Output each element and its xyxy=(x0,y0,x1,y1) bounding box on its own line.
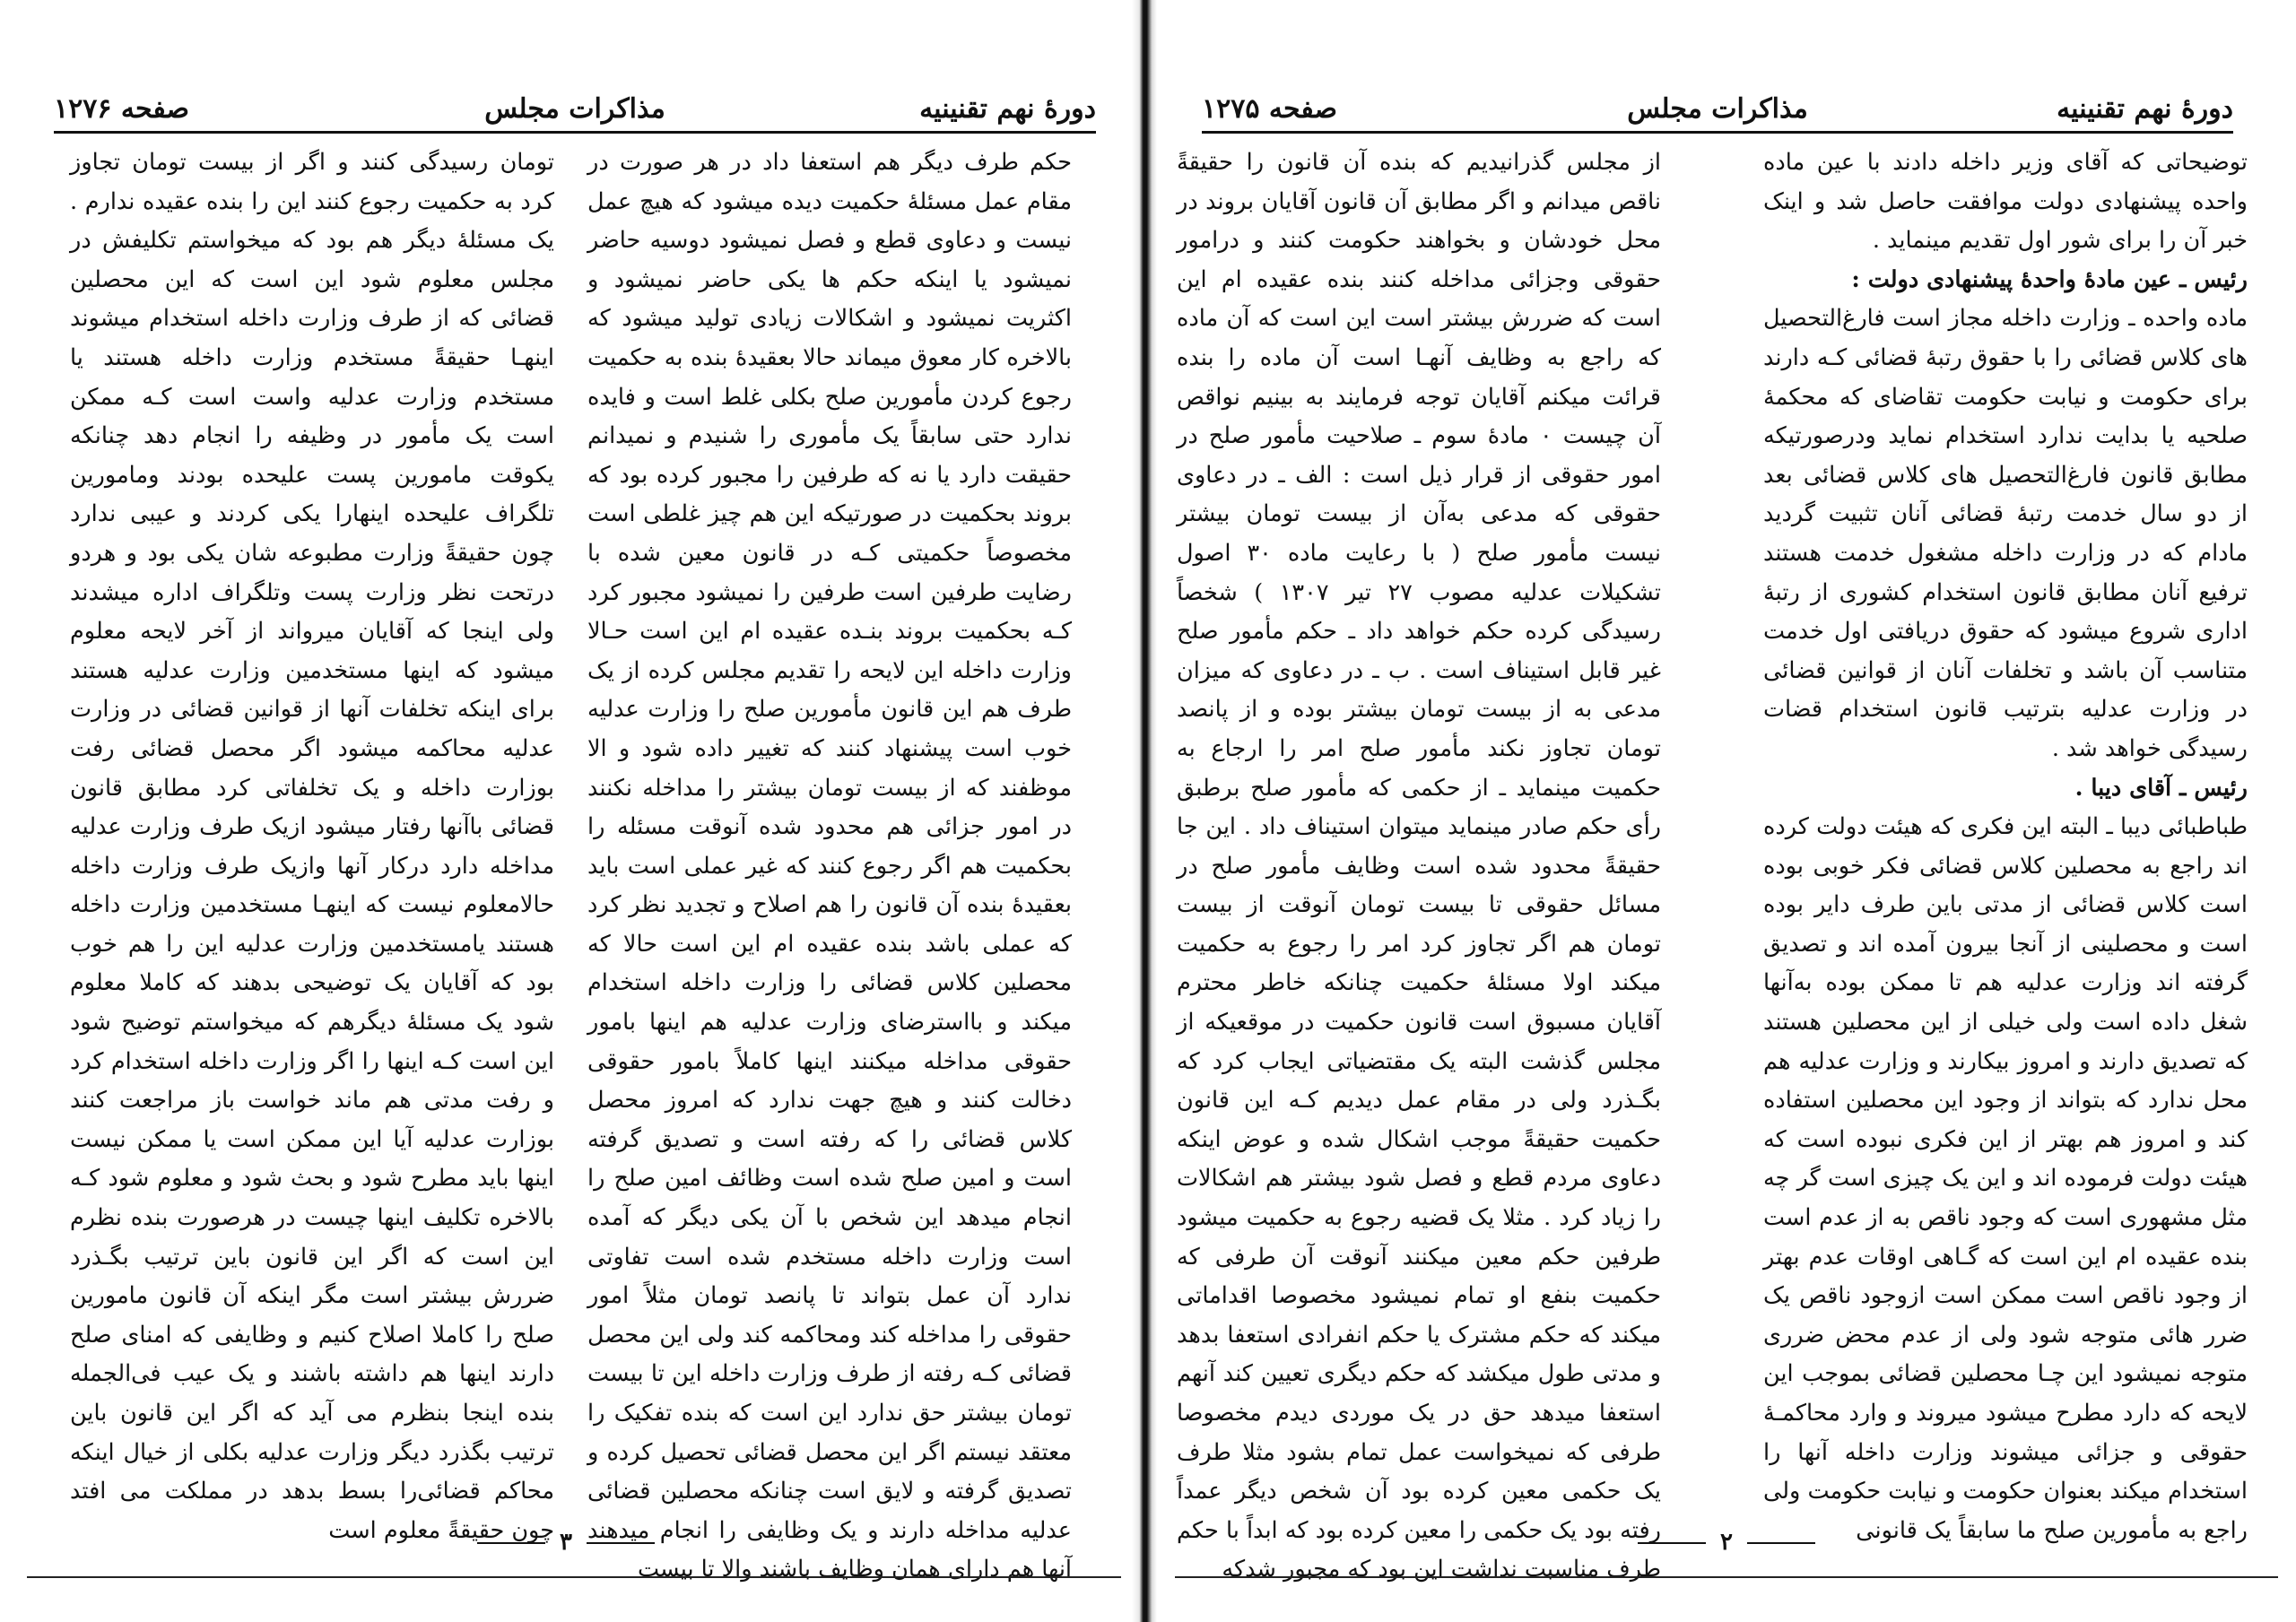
footer-page-number: ۳ xyxy=(560,1529,572,1556)
publication-title: مذاکرات مجلس xyxy=(1627,93,1808,125)
body-paragraph: توضیحاتی که آقای وزیر داخله دادند با عین ماده واحده پیشنهادی دولت موافقت حاصل شد و اینک خبر آن را برای شور اول تقدیم مینماید . xyxy=(1763,149,2248,255)
column-left xyxy=(70,143,554,1544)
body-paragraph: از مجلس گذرانیدیم که بنده آن قانون را حقیقةً ناقص میدانم و اگر مطابق آن قانون آقایان بروند در محل خودشان و بخواهند حکومت کنند و درامور حقوقی وجزائی مداخله کنند بنده عقیده ام این است که ضررش بیشتر است این است که آن ماده که راجع به وظایف آنهـا است آن ماده را بنده قرائت میکنم آقایان توجه فرمایند به بینیم نواقص آن چیست ۰ مادهٔ سوم ـ صلاحیت مأمور صلح در امور حقوقی از قرار ذیل است : الف ـ در دعاوی حقوقی که مدعی به‌آن از بیست تومان بیشتر نیست مأمور صلح ( با رعایت ماده ۳۰ اصول تشکیلات عدلیه مصوب ۲۷ تیر ۱۳۰۷ ) شخصاً رسیدگی کرده حکم خواهد داد ـ حکم مأمور صلح غیر قابل استیناف است . ب ـ در دعاوی که میزان مدعی به از بیست تومان بیشتر بوده و از پانصد تومان تجاوز نکند مأمور صلح امر را ارجاع به حکمیت مینماید ـ از حکمی که مأمور صلح برطبق رأی حکم صادر مینماید میتوان استیناف داد . این جا حقیقةً محدود شده است وظایف مأمور صلح در مسائل حقوقی تا بیست تومان آنوقت از بیست تومان هم اگر تجاوز کرد امر را رجوع به حکمیت میکند اولا مسئلهٔ حکمیت چنانکه خاطر محترم آقایان مسبوق است قانون حکمیت در موقعیکه از مجلس گذشت البته یک مقتضیاتی ایجاب کرد که بگـذرد ولی در مقام عمل دیدیم کـه این قانون حکمیت حقیقةً موجب اشکال شده و عوض اینکه دعاوی مردم قطع و فصل شود بیشتر هم اشکالات را زیاد کرد . مثلا یک قضیه رجوع به حکمیت میشود طرفین حکم معین میکنند آنوقت آن طرفی که حکمیت بنفع او تمام نمیشود مخصوصا اقداماتی میکند که حکم مشترک یا حکم انفرادی استعفا بدهد و مدتی طول میکشد که حکم دیگری تعیین کند آنهم استعفا میدهد حق در یک موردی دیدم مخصوصا طرفی که نمیخواست عمل تمام بشود مثلا طرف یک حکمی معین کرده بود آن شخص دیگر عمداً رفته بود یک حکمی را معین کرده بود که ابداً با حکم طرف مناسبت نداشت این بود که مجبور شدکه xyxy=(1177,149,1662,1583)
column-right xyxy=(587,143,1072,1583)
right-page-header xyxy=(1202,86,2233,133)
column-left xyxy=(1177,143,1662,1583)
header-rule xyxy=(54,131,1096,134)
footer-page-number: ۲ xyxy=(1720,1529,1733,1556)
body-paragraph: ماده واحده ـ وزارت داخله مجاز است فارغ‌التحصیل های کلاس قضائی را با حقوق رتبهٔ قضائی کـه دارند برای حکومت و نیابت حکومت تقاضای که محکمهٔ صلحیه یا بدایت ندارد استخدام نماید ودرصورتیکه مطابق قانون فارغ‌التحصیل های کلاس قضائی بعد از دو سال خدمت رتبهٔ قضائی آنان تثبیت گردید مادام که در وزارت داخله مشغول خدمت هستند ترفیع آنان مطابق قانون استخدام کشوری از رتبهٔ اداری شروع میشود که حقوق دریافتی اول خدمت متناسب آن باشد و تخلفات آنان از قوانین قضائی در وزارت عدلیه بترتیب قانون استخدام قضات رسیدگی خواهد شد . xyxy=(1763,305,2248,762)
left-page xyxy=(0,0,1132,1622)
page-number-label: صفحه ۱۲۷۵ xyxy=(1202,93,1337,125)
speaker-heading: رئیس ـ آقای دیبا . xyxy=(2074,774,2248,802)
body-paragraph: طباطبائی دیبا ـ البته این فکری که هیئت دولت کرده اند راجع به محصلین کلاس قضائی فکر خوبی بوده است کلاس قضائی از مدتی باین طرف دایر بوده است و محصلینی از آنجا بیرون آمده اند و تصدیق گرفته اند وزارت عدلیه هم تا ممکن بوده به‌آنها شغل داده است ولی خیلی از این محصلین هستند که تصدیق دارند و امروز بیکارند و وزارت عدلیه هم محل ندارد که بتواند از وجود این محصلین استفاده کند و امروز هم بهتر از این فکری نبوده است که هیئت دولت فرموده اند و این یک چیزی است گر چه مثل مشهوری است که وجود ناقص به از عدم است بنده عقیده ام این است که گـاهی اوقات عدم بهتر از وجود ناقص است ممکن است ازوجود ناقص یک ضرر هائی متوجه شود ولی از عدم محض ضرری متوجه نمیشود این چـا محصلین قضائی بموجب این لایحه که دارد مطرح میشود میروند و وارد محاکمـهٔ حقوقی و جزائی میشوند وزارت داخله آنها را استخدام میکند بعنوان حکومت و نیابت حکومت ولی راجع به مأمورین صلح ما سابقاً یک قانونی xyxy=(1763,813,2248,1544)
page-footer xyxy=(0,1529,1132,1556)
page-footer xyxy=(1157,1529,2296,1556)
bottom-edge-line xyxy=(1175,1576,2278,1578)
left-page-header xyxy=(54,86,1096,133)
footer-dash-right xyxy=(1638,1542,1706,1544)
book-spine xyxy=(1132,0,1157,1622)
bottom-edge-line xyxy=(27,1576,1121,1578)
session-label: دورهٔ نهم تقنینیه xyxy=(919,93,1096,125)
column-right xyxy=(1763,143,2248,1544)
header-rule xyxy=(1202,131,2233,134)
body-paragraph: تومان رسیدگی کنند و اگر از بیست تومان تجاوز کرد به حکمیت رجوع کنند این را بنده عقیده ندارم . یک مسئلهٔ دیگر هم بود که میخواستم تکلیفش در مجلس معلوم شود این است که این محصلین قضائی که از طرف وزارت داخله استخدام میشوند اینهـا حقیقةً مستخدم وزارت داخله هستند یا مستخدم وزارت عدلیه واست است کـه ممکن است یک مأمور در وظیفه را انجام دهد چنانکه یکوقت مامورین پست علیحده بودند ومامورین تلگراف علیحده اینهارا یکی کردند و عیبی ندارد چون حقیقةً وزارت مطبوعه شان یکی بود و هردو درتحت نظر وزارت پست وتلگراف اداره میشدند ولی اینجا که آقایان میرواند از آخر لایحه معلوم میشود که اینها مستخدمین وزارت عدلیه هستند برای اینکه تخلفات آنها از قوانین قضائی در وزارت عدلیه محاکمه میشود اگر محصل قضائی رفت بوزارت داخله و یک تخلفاتی کرد مطابق قانون قضائی باآنها رفتار میشود ازیک طرف وزارت عدلیه مداخله دارد درکار آنها وازیک طرف وزارت داخله حالامعلوم نیست که اینهـا مستخدمین وزارت داخله هستند یامستخدمین وزارت عدلیه این را هم خوب بود که آقایان یک توضیحی بدهند که کاملا معلوم شود یک مسئلهٔ دیگرهم که میخواستم توضیح شود این است کـه اینها را اگر وزارت داخله استخدام کرد و رفت مدتی هم ماند خواست باز مراجعت کنند بوزارت عدلیه آیا این ممکن است یا ممکن نیست اینها باید مطرح شود و بحث شود و معلوم شود کـه بالاخره تکلیف اینها چیست در هرصورت بنده نظرم این است که اگر این قانون باین ترتیب بگـذرد ضررش بیشتر است مگر اینکه آن قانون مامورین صلح را کاملا اصلاح کنیم و وظایفی که امنای صلح دارند اینها هم داشته باشند و یک عیب فی‌الجمله بنده اینجا بنظرم می آید که اگر این قانون باین ترتیب بگذرد دیگر وزارت عدلیه بکلی از خیال اینکه محاکم قضائی‌را بسط بدهد در مملکت می افتد چون حقیقةً معلوم است xyxy=(70,149,554,1544)
page-number-label: صفحه ۱۲۷۶ xyxy=(54,93,189,125)
footer-dash-right xyxy=(477,1542,545,1544)
speaker-heading: رئیس ـ عین مادهٔ واحدهٔ پیشنهادی دولت : xyxy=(1851,265,2248,293)
right-page xyxy=(1157,0,2296,1622)
session-label: دورهٔ نهم تقنینیه xyxy=(2057,93,2233,125)
body-paragraph: حکم طرف دیگر هم استعفا داد در هر صورت در مقام عمل مسئلهٔ حکمیت دیده میشود که هیچ عمل نیست و دعاوی قطع و فصل نمیشود دوسیه حاضر نمیشود یا اینکه حکم ها یکی حاضر نمیشود و اکثریت نمیشود و اشکالات زیادی تولید میشود که بالاخره کار معوق میماند حالا بعقیدهٔ بنده به حکمیت رجوع کردن مأمورین صلح بکلی غلط است و فایده ندارد حتی سابقاً یک مأموری را شنیدم و نمیدانم حقیقت دارد یا نه که طرفین را مجبور کرده بود که بروند بحکمیت در صورتیکه این هم چیز غلطی است مخصوصاً حکمیتی کـه در قانون معین شده با رضایت طرفین است طرفین را نمیشود مجبور کرد کـه بحکمیت بروند بنـده عقیده ام این است حـالا وزارت داخله این لایحه را تقدیم مجلس کرده از یک طرف هم این قانون مأمورین صلح را وزارت عدلیه خوب است پیشنهاد کنند که تغییر داده شود و الا موظفند که از بیست تومان بیشتر را مداخله نکنند در امور جزائی هم محدود شده آنوقت مسئله را بحکمیت هم اگر رجوع کنند که غیر عملی است باید بعقیدهٔ بنده آن قانون را هم اصلاح و تجدید نظر کرد که عملی باشد بنده عقیده ام این است حالا که محصلین کلاس قضائی را وزارت داخله استخدام میکند و بااسترضای وزارت عدلیه هم اینها بامور حقوقی مداخله میکنند اینها کاملاً بامور حقوقی دخالت کنند و هیچ جهت ندارد که امروز محصل کلاس قضائی را که رفته است و تصدیق گرفته است و امین صلح شده است وظائف امین صلح را انجام میدهد این شخص با آن یکی دیگر که آمده است وزارت داخله مستخدم شده است تفاوتی ندارد آن عمل بتواند تا پانصد تومان مثلاً امور حقوقی را مداخله کند ومحاکمه کند ولی این محصل قضائی کـه رفته از طرف وزارت داخله این تا بیست تومان بیشتر حق ندارد این است که بنده تفکیک را معتقد نیستم اگر این محصل قضائی تحصیل کرده و تصدیق گرفته و لایق است چنانکه محصلین قضائی عدلیه مداخله دارند و یک وظایفی را انجام میدهند آنها هم دارای همان وظایف باشند والا تا بیست xyxy=(587,149,1072,1583)
footer-dash-left xyxy=(1747,1542,1815,1544)
publication-title: مذاکرات مجلس xyxy=(484,93,665,125)
footer-dash-left xyxy=(587,1542,655,1544)
